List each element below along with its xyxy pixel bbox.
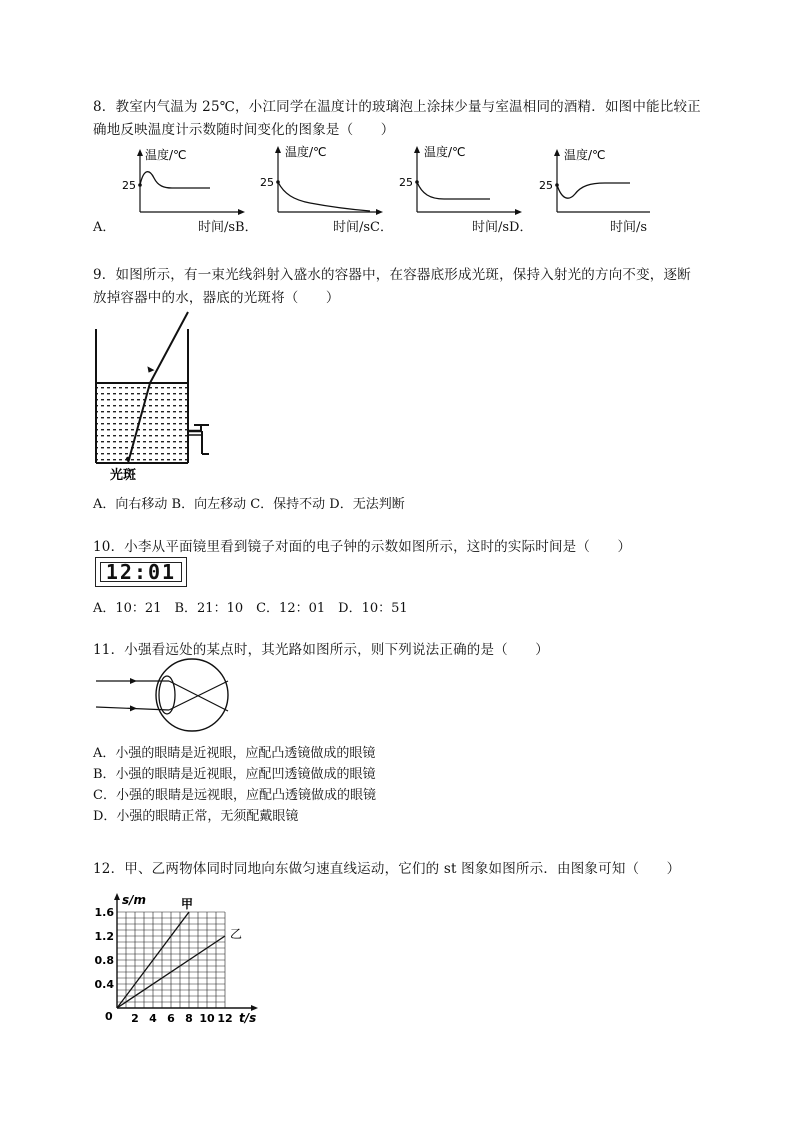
chart-grid <box>117 912 225 1008</box>
q8-graph-c <box>399 144 522 215</box>
graph-c-tick: 25 <box>399 176 413 189</box>
clock-display: 12:01 <box>100 562 182 582</box>
q11-option-a: A．小强的眼睛是近视眼，应配凸透镜做成的眼镜 <box>93 746 376 761</box>
x-axis-title: t/s <box>239 1011 257 1025</box>
y-axis-arrow <box>114 893 120 900</box>
q8-option-b: 时间/sB． <box>198 220 258 235</box>
y-tick-label: 1.2 <box>95 930 114 943</box>
q8-graph-b <box>260 144 383 215</box>
q10-text: 10．小李从平面镜里看到镜子对面的电子钟的示数如图所示，这时的实际时间是（ ） <box>93 539 632 555</box>
q11-option-c: C．小强的眼睛是远视眼，应配凸透镜做成的眼镜 <box>93 788 376 803</box>
graph-a-tick: 25 <box>122 179 136 192</box>
q8-text-line1: 8．教室内气温为 25℃，小江同学在温度计的玻璃泡上涂抹少量与室温相同的酒精．如图中能比较正 <box>93 99 701 115</box>
q12-text: 12．甲、乙两物体同时同地向东做匀速直线运动，它们的 st 图象如图所示．由图象可知（ ） <box>93 861 681 877</box>
q10-options: A．10：21 B．21：10 C．12：01 D．10：51 <box>93 601 408 616</box>
graph-b-tick: 25 <box>260 176 274 189</box>
graph-c-ylabel: 温度/℃ <box>424 145 466 159</box>
q11-eye-figure <box>92 658 242 738</box>
x-tick-label: 6 <box>167 1012 175 1025</box>
x-tick-label: 4 <box>149 1012 157 1025</box>
q9-text-line2: 放掉容器中的水，器底的光斑将（ ） <box>93 290 340 306</box>
x-tick-label: 12 <box>217 1012 233 1025</box>
x-tick-label: 8 <box>185 1012 193 1025</box>
q9-container-figure <box>88 307 238 487</box>
q8-option-a: A． <box>93 220 116 235</box>
y-tick-label: 0.4 <box>95 978 114 991</box>
q8-graph-d <box>539 147 650 215</box>
series-label-yi: 乙 <box>230 927 243 941</box>
electronic-clock <box>95 557 187 587</box>
graph-d-ylabel: 温度/℃ <box>564 148 606 162</box>
graph-b-ylabel: 温度/℃ <box>285 145 327 159</box>
q8-graph-a <box>122 147 245 215</box>
graph-a-ylabel: 温度/℃ <box>145 148 187 162</box>
q12-st-chart <box>95 890 275 1030</box>
y-tick-label: 1.6 <box>95 906 114 919</box>
q8-option-c: 时间/sC． <box>333 220 393 235</box>
q8-axis-label-end: 时间/s <box>610 220 648 235</box>
origin-label: 0 <box>105 1010 113 1023</box>
q8-text-line2: 确地反映温度计示数随时间变化的图象是（ ） <box>93 122 395 138</box>
q9-text-line1: 9．如图所示，有一束光线斜射入盛水的容器中，在容器底形成光斑，保持入射光的方向不变，逐断 <box>93 267 691 283</box>
q11-option-b: B．小强的眼睛是近视眼，应配凹透镜做成的眼镜 <box>93 767 376 782</box>
x-tick-label: 10 <box>199 1012 215 1025</box>
x-tick-label: 2 <box>131 1012 139 1025</box>
q11-text: 11．小强看远处的某点时，其光路如图所示，则下列说法正确的是（ ） <box>93 642 549 658</box>
y-tick-label: 0.8 <box>95 954 114 967</box>
graph-d-tick: 25 <box>539 179 553 192</box>
series-label-jia: 甲 <box>181 897 194 911</box>
q11-option-d: D．小强的眼睛正常，无须配戴眼镜 <box>93 809 299 824</box>
y-axis-title: s/m <box>122 893 147 907</box>
q9-options: A．向右移动 B．向左移动 C．保持不动 D．无法判断 <box>93 497 405 512</box>
q9-spot-label: 光斑 <box>110 468 137 483</box>
q8-option-d: 时间/sD． <box>472 220 533 235</box>
